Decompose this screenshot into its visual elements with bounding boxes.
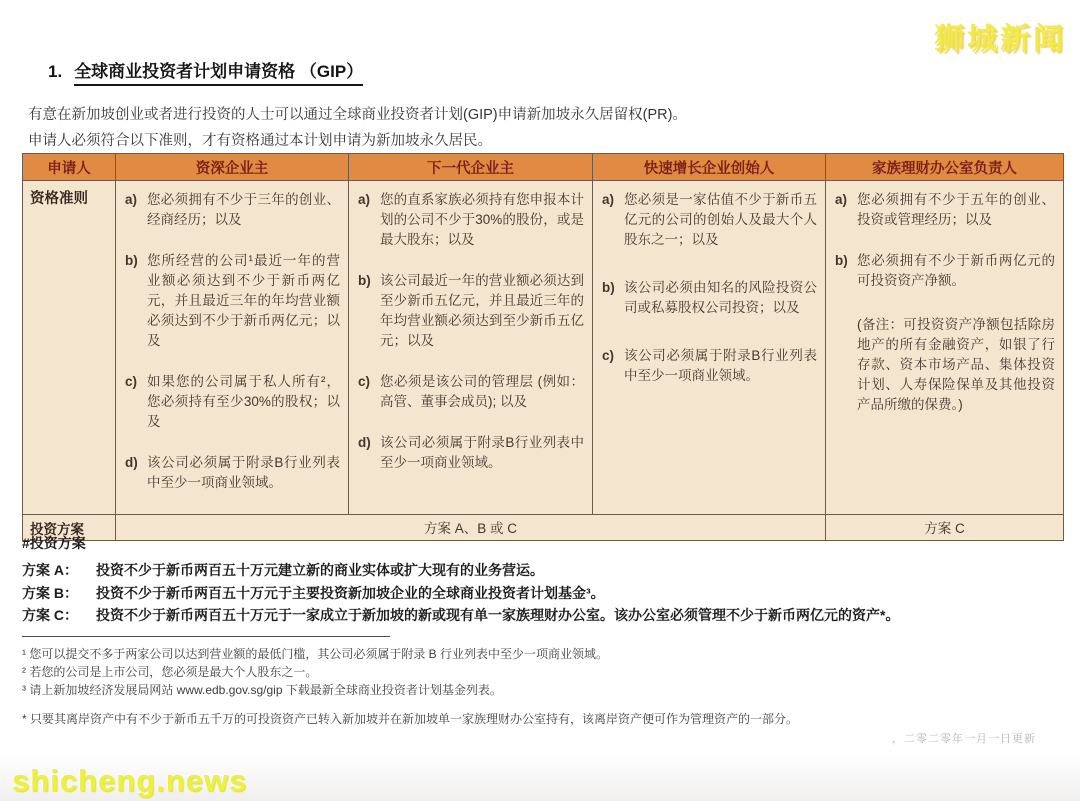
list-item-text: 您必须拥有不少于五年的创业、投资或管理经历；以及 — [857, 192, 1055, 227]
list-item — [358, 372, 584, 412]
list-item — [358, 190, 584, 250]
list-item — [125, 453, 340, 493]
plans-section — [22, 533, 1067, 627]
table-header-row — [23, 154, 1064, 181]
list-item — [358, 271, 584, 351]
header-applicant: 申请人 — [23, 154, 116, 181]
list-item-marker: c) — [125, 373, 138, 389]
footnote-3: ³ 请上新加坡经济发展局网站 www.edb.gov.sg/gip 下载最新全球商业投资者计划基金列表。 — [22, 683, 502, 697]
list-item-text: 该公司最近一年的营业额必须达到至少新币五亿元，并且最近三年的年均营业额必须达到至少新币五亿元；以及 — [380, 272, 584, 348]
list-item-marker: d) — [358, 434, 371, 450]
footnote-divider — [22, 636, 390, 637]
footnotes-section — [22, 645, 1022, 699]
footnote-1: ¹ 您可以提交不多于两家公司以达到营业额的最低门槛，其公司必须属于附录 B 行业列表中至少一项商业领域。 — [22, 647, 609, 661]
footnote-asterisk: * 只要其离岸资产中有不少于新币五千万的可投资资产已转入新加坡并在新加坡单一家族理财办公室持有，该离岸资产便可作为管理资产的一部分。 — [22, 712, 799, 726]
list-item — [602, 278, 817, 318]
list-item-marker: c) — [358, 373, 371, 389]
list-item-marker: d) — [125, 454, 138, 470]
list-item-marker: b) — [125, 252, 138, 268]
list-item-marker: b) — [358, 272, 371, 288]
list-item — [835, 190, 1055, 230]
plan-b-text: 投资不少于新币两百五十万元于主要投资新加坡企业的全球商业投资者计划基金³。 — [96, 584, 605, 601]
list-item-text: 该公司必须属于附录B行业列表中至少一项商业领域。 — [380, 434, 584, 470]
list-item-marker: a) — [358, 192, 371, 207]
list-item — [125, 251, 340, 351]
criteria-cell-next-gen-owner — [349, 181, 593, 515]
list-item-marker: b) — [835, 252, 848, 268]
site-watermark: shicheng.news — [12, 763, 248, 798]
criteria-cell-established-owner — [116, 181, 349, 515]
list-item-marker: a) — [125, 192, 138, 207]
list-item — [125, 190, 340, 230]
list-item-marker: c) — [602, 347, 615, 363]
list-item-text: 该公司必须属于附录B行业列表中至少一项商业领域。 — [147, 454, 340, 490]
intro-line-2: 申请人必须符合以下准则，才有资格通过本计划申请为新加坡永久居民。 — [28, 133, 492, 149]
list-item-text: 您必须拥有不少于三年的创业、经商经历；以及 — [147, 192, 340, 227]
criteria-row-label: 资格准则 — [23, 181, 116, 515]
plan-a-line — [22, 559, 1067, 582]
criteria-note: (备注：可投资资产净额包括除房地产的所有金融资产，如银了行存款、资本市场产品、集体投资计划、人寿保险保单及其他投资产品所缴的保费。) — [857, 316, 1055, 412]
plan-b-line — [22, 582, 1067, 605]
list-item — [602, 190, 817, 250]
list-item — [835, 251, 1055, 291]
list-item-text: 您必须是一家估值不少于新币五亿元的公司的创始人及最大个人股东之一；以及 — [624, 192, 817, 247]
page-title — [48, 57, 363, 82]
list-item — [358, 433, 584, 473]
list-item-text: 您所经营的公司¹最近一年的营业额必须达到不少于新币两亿元，并且最近三年的年均营业额必须达到不少于新币两亿元；以及 — [147, 252, 340, 348]
updated-date: ，二零二零年一月一日更新 — [892, 733, 1036, 745]
plan-c-text: 投资不少于新币两百五十万元于一家成立于新加坡的新或现有单一家族理财办公室。该办公室必须管理不少于新币两亿元的资产*。 — [96, 607, 900, 623]
investment-plan-c: 方案 C — [826, 514, 1064, 540]
title-text: 全球商业投资者计划申请资格 （GIP） — [74, 62, 363, 86]
site-logo: 狮城新闻 — [934, 23, 1066, 56]
list-item-text: 如果您的公司属于私人所有²，您必须持有至少30%的股权；以及 — [147, 373, 340, 429]
header-established-owner: 资深企业主 — [116, 154, 349, 181]
investment-row-label: 投资方案 — [23, 514, 116, 540]
list-item — [602, 346, 817, 386]
list-item — [125, 372, 340, 432]
list-item-text: 该公司必须属于附录B行业列表中至少一项商业领域。 — [624, 347, 817, 383]
plan-c-label: 方案 C： — [22, 607, 78, 623]
list-item-text: 您必须拥有不少于新币两亿元的可投资资产净额。 — [857, 252, 1055, 288]
footnote-2: ² 若您的公司是上市公司，您必须是最大个人股东之一。 — [22, 665, 318, 679]
title-number: 1. — [48, 62, 63, 81]
investment-plan-abc: 方案 A、B 或 C — [116, 514, 826, 540]
plans-heading: #投资方案 — [22, 535, 86, 551]
criteria-cell-family-office — [826, 181, 1064, 515]
intro-line-1: 有意在新加坡创业或者进行投资的人士可以通过全球商业投资者计划(GIP)申请新加坡永久居留权(PR)。 — [28, 107, 687, 123]
list-item-marker: b) — [602, 279, 615, 295]
plan-b-label: 方案 B： — [22, 584, 78, 601]
list-item-text: 该公司必须由知名的风险投资公司或私募股权公司投资；以及 — [624, 279, 817, 315]
plan-a-text: 投资不少于新币两百五十万元建立新的商业实体或扩大现有的业务营运。 — [96, 562, 544, 578]
intro-section — [28, 102, 1048, 154]
criteria-row — [23, 181, 1064, 515]
list-item-text: 您的直系家族必须持有您申报本计划的公司不少于30%的股份，或是最大股东；以及 — [380, 192, 584, 247]
list-item-marker: a) — [835, 192, 848, 207]
header-next-gen-owner: 下一代企业主 — [349, 154, 593, 181]
header-fast-growth-founder: 快速增长企业创始人 — [593, 154, 826, 181]
list-item-text: 您必须是该公司的管理层 (例如：高管、董事会成员); 以及 — [380, 373, 584, 409]
header-family-office: 家族理财办公室负责人 — [826, 154, 1064, 181]
list-item-marker: a) — [602, 192, 615, 207]
eligibility-table — [22, 153, 1064, 541]
plan-a-label: 方案 A： — [22, 562, 78, 578]
criteria-cell-fast-growth-founder — [593, 181, 826, 515]
plan-c-line — [22, 604, 1067, 627]
